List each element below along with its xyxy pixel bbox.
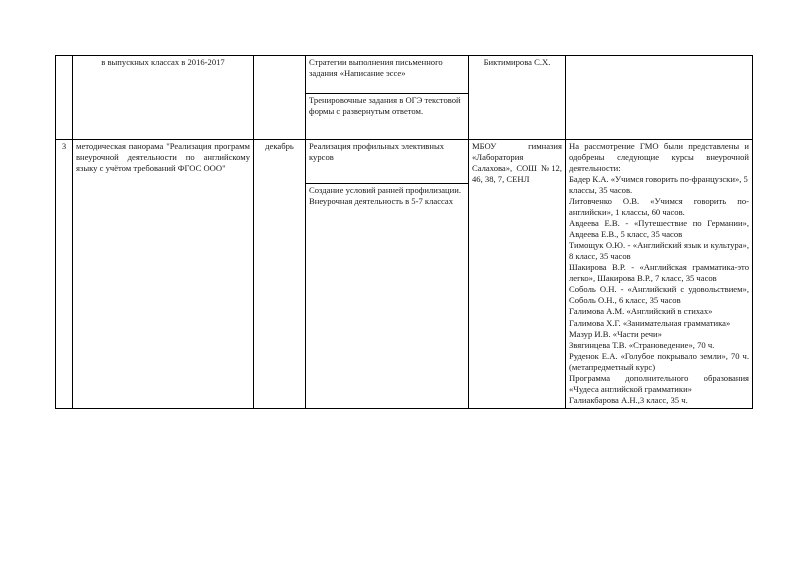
cell-date-header: [254, 56, 306, 140]
cell-date: декабрь: [254, 140, 306, 409]
result-paragraph: Звягинцева Т.В. «Страноведение», 70 ч.: [569, 339, 715, 350]
result-paragraph: Бадер К.А. «Учимся говорить по-французски», 5 классы, 35 часов.: [569, 174, 748, 196]
result-paragraph: Соболь О.Н. - «Английский с удовольствием», Соболь О.Н., 6 класс, 35 часов: [569, 284, 749, 306]
cell-theme: методическая панорама "Реализация программ внеурочной деятельности по английскому языку с учётом требований ФГОС ООО": [73, 140, 254, 409]
cell-content: [306, 140, 469, 409]
result-paragraph: Галимова А.М. «Английский в стихах»: [569, 306, 713, 317]
content-header-item-2: Тренировочные задания в ОГЭ текстовой формы с развернутым ответом.: [309, 95, 461, 117]
table-row-header: [56, 56, 753, 140]
result-paragraph: Тимощук О.Ю. - «Английский язык и культура», 8 класс, 35 часов: [569, 240, 749, 262]
result-paragraph: Авдеева Е.В. - «Путешествие по Германии», Авдеева Е.В., 5 класс, 35 часов: [569, 218, 749, 240]
content-header-item-1: Стратегии выполнения письменного задания «Написание эссе»: [306, 56, 468, 94]
cell-responsible: МБОУ гимназия «Лаборатория Салахова», СОШ №12, 46, 38, 7, СЕНЛ: [469, 140, 566, 409]
result-paragraph: Мазур И.В. «Части речи»: [569, 328, 662, 339]
cell-responsible-header: Биктимирова С.Х.: [469, 56, 566, 140]
result-paragraph: Руденок Е.А. «Голубое покрывало земли», 70 ч. (метапредметный курс): [569, 350, 749, 372]
result-paragraph-list: [569, 141, 749, 406]
result-paragraph: Шакирова В.Р. - «Английская грамматика-это легко», Шакирова В.Р., 7 класс, 35 часов: [569, 262, 749, 284]
data-table: [55, 55, 753, 409]
content-item-2: Создание условий ранней профилизации. Внеурочная деятельность в 5-7 классах: [309, 185, 461, 207]
table-row: [56, 140, 753, 409]
cell-result: [566, 140, 753, 409]
content-item-1: Реализация профильных элективных курсов: [306, 140, 468, 184]
result-paragraph: Галиакбарова А.Н.,3 класс, 35 ч.: [569, 394, 688, 405]
cell-number: 3: [56, 140, 73, 409]
result-paragraph: Литовченко О.В. «Учимся говорить по-английски», 1 классы, 60 часов.: [569, 196, 749, 218]
cell-content-header: [306, 56, 469, 140]
result-paragraph: На рассмотрение ГМО были представлены и одобрены следующие курсы внеурочной деятельности:: [569, 141, 749, 174]
cell-result-header: [566, 56, 753, 140]
cell-theme-header: в выпускных классах в 2016-2017: [73, 56, 254, 140]
result-paragraph: Галимова Х.Г. «Занимательная грамматика»: [569, 317, 731, 328]
cell-number-header: [56, 56, 73, 140]
result-paragraph: Программа дополнительного образования «Чудеса английской грамматики»: [569, 372, 749, 394]
